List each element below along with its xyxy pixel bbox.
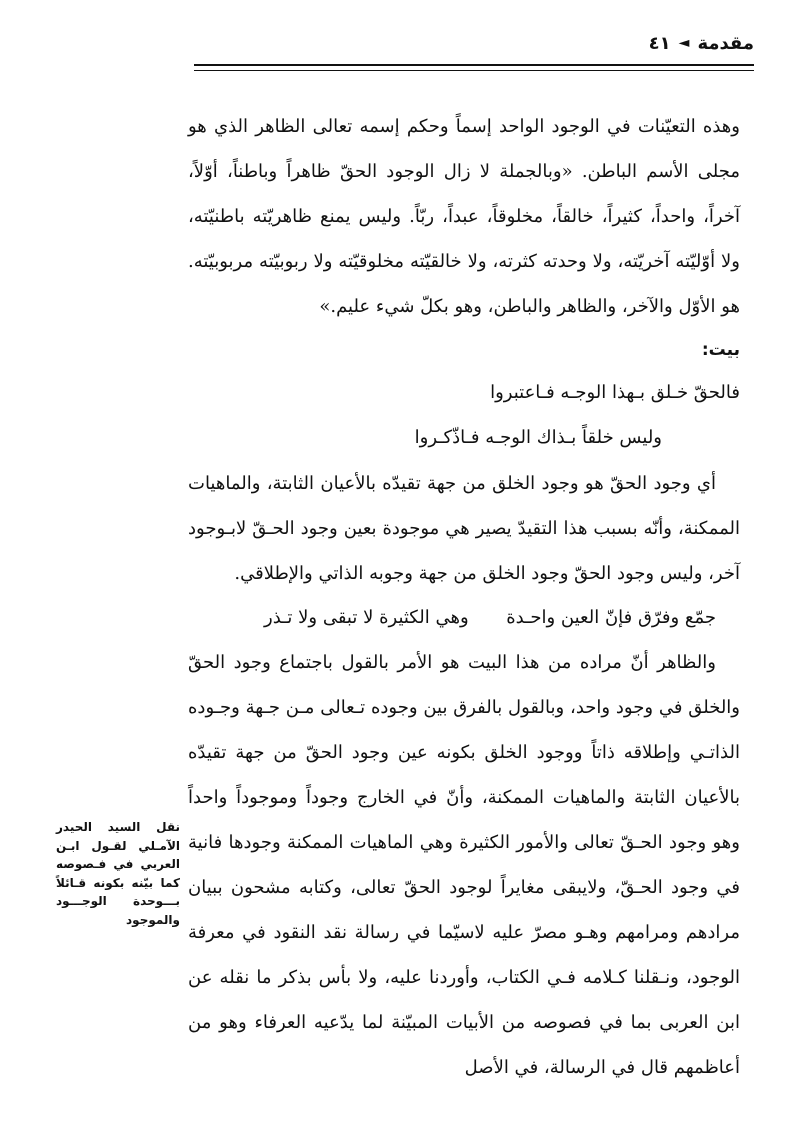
poem-couplet (188, 596, 740, 640)
couplet-first-half: جمّع وفرّق فإنّ العين واحـدة (506, 607, 716, 628)
verse-heading: بيت: (701, 340, 740, 360)
verse-line-1: فالحقّ خـلق بـهذا الوجـه فـاعتبروا (490, 382, 740, 403)
verse-line-2: وليس خلقاً بـذاك الوجـه فـاذّكـروا (414, 427, 662, 448)
page-number: ٤١ (648, 32, 671, 54)
arrow-marker-icon: ◄ (678, 35, 690, 51)
paragraph-2: أي وجود الحقّ هو وجود الخلق من جهة تقيدّه بالأعيان الثابتة، والماهيات الممكنة، وأنّه بسبب هذا التقيدّ يصير هي موجودة بعين وجود الحـقّ لابـوجود آخر، وليس وجود الحقّ وجود الخلق من جهة وجوبه الذاتي والإطلاقي. (188, 473, 740, 584)
section-title: مقدمة (697, 32, 754, 54)
main-text (188, 104, 740, 1090)
paragraph-3: والظاهر أنّ مراده من هذا البيت هو الأمر بالقول باجتماع وجود الحقّ والخلق في وجود واحد، وبالقول بالفرق بين وجوده تـعالى مـن جـهة وجـوده الذاتـي وإطلاقه ذاتاً ووجود الخلق بكونه عين وجود الحقّ من جهة تقيدّه بالأعيان الثابتة والماهيات الممكنة، وأنّ في الخارج وجوداً وموجوداً واحداً وهو وجود الحـقّ تعالى والأمور الكثيرة وهي الماهيات الممكنة وجودها فانية في وجود الحـقّ، ولايبقى مغايراً لوجود الحقّ تعالى، وكتابه مشحون ببيان مرادهم ومرامهم وهـو مصرّ عليه لاسيّما في رسالة نقد النقود في معرفة الوجود، ونـقلنا كـلامه فـي الكتاب، وأوردنا عليه، ولا بأس بذكر ما نقله عن ابن العربى بما في فصوصه من الأبيات المبيّنة لما يدّعيه العرفاء وهو من أعاظمهم قال في الرسالة، في الأصل (188, 652, 740, 1078)
paragraph-1: وهذه التعيّنات في الوجود الواحد إسماً وحكم إسمه تعالى الظاهر الذي هو مجلى الأسم الباطن. «وبالجملة لا زال الوجود الحقّ ظاهراً وباطناً، أوّلاً، آخراً، واحداً، كثيراً، خالقاً، مخلوقاً، عبداً، ربّاً. وليس يمنع ظاهريّته باطنيّته، ولا أوّليّته آخريّته، ولا وحدته كثرته، ولا خالقيّته مخلوقيّته ولا ربوبيّته مربوبيّته. هو الأوّل والآخر، والظاهر والباطن، وهو بكلّ شيء عليم.» (188, 116, 740, 317)
margin-note: نقل السيد الحيدر الآمـلي لقـول ابـن العربي في فـصوصه كما بيّنه بكونه قـائلاً بـــوحدة الوجـــود والموجود (56, 820, 180, 927)
couplet-second-half: وهي الكثيرة لا تبقى ولا تـذر (264, 607, 469, 628)
running-header (194, 28, 754, 58)
header-rule-thick (194, 64, 754, 66)
header-rule-thin (194, 70, 754, 71)
